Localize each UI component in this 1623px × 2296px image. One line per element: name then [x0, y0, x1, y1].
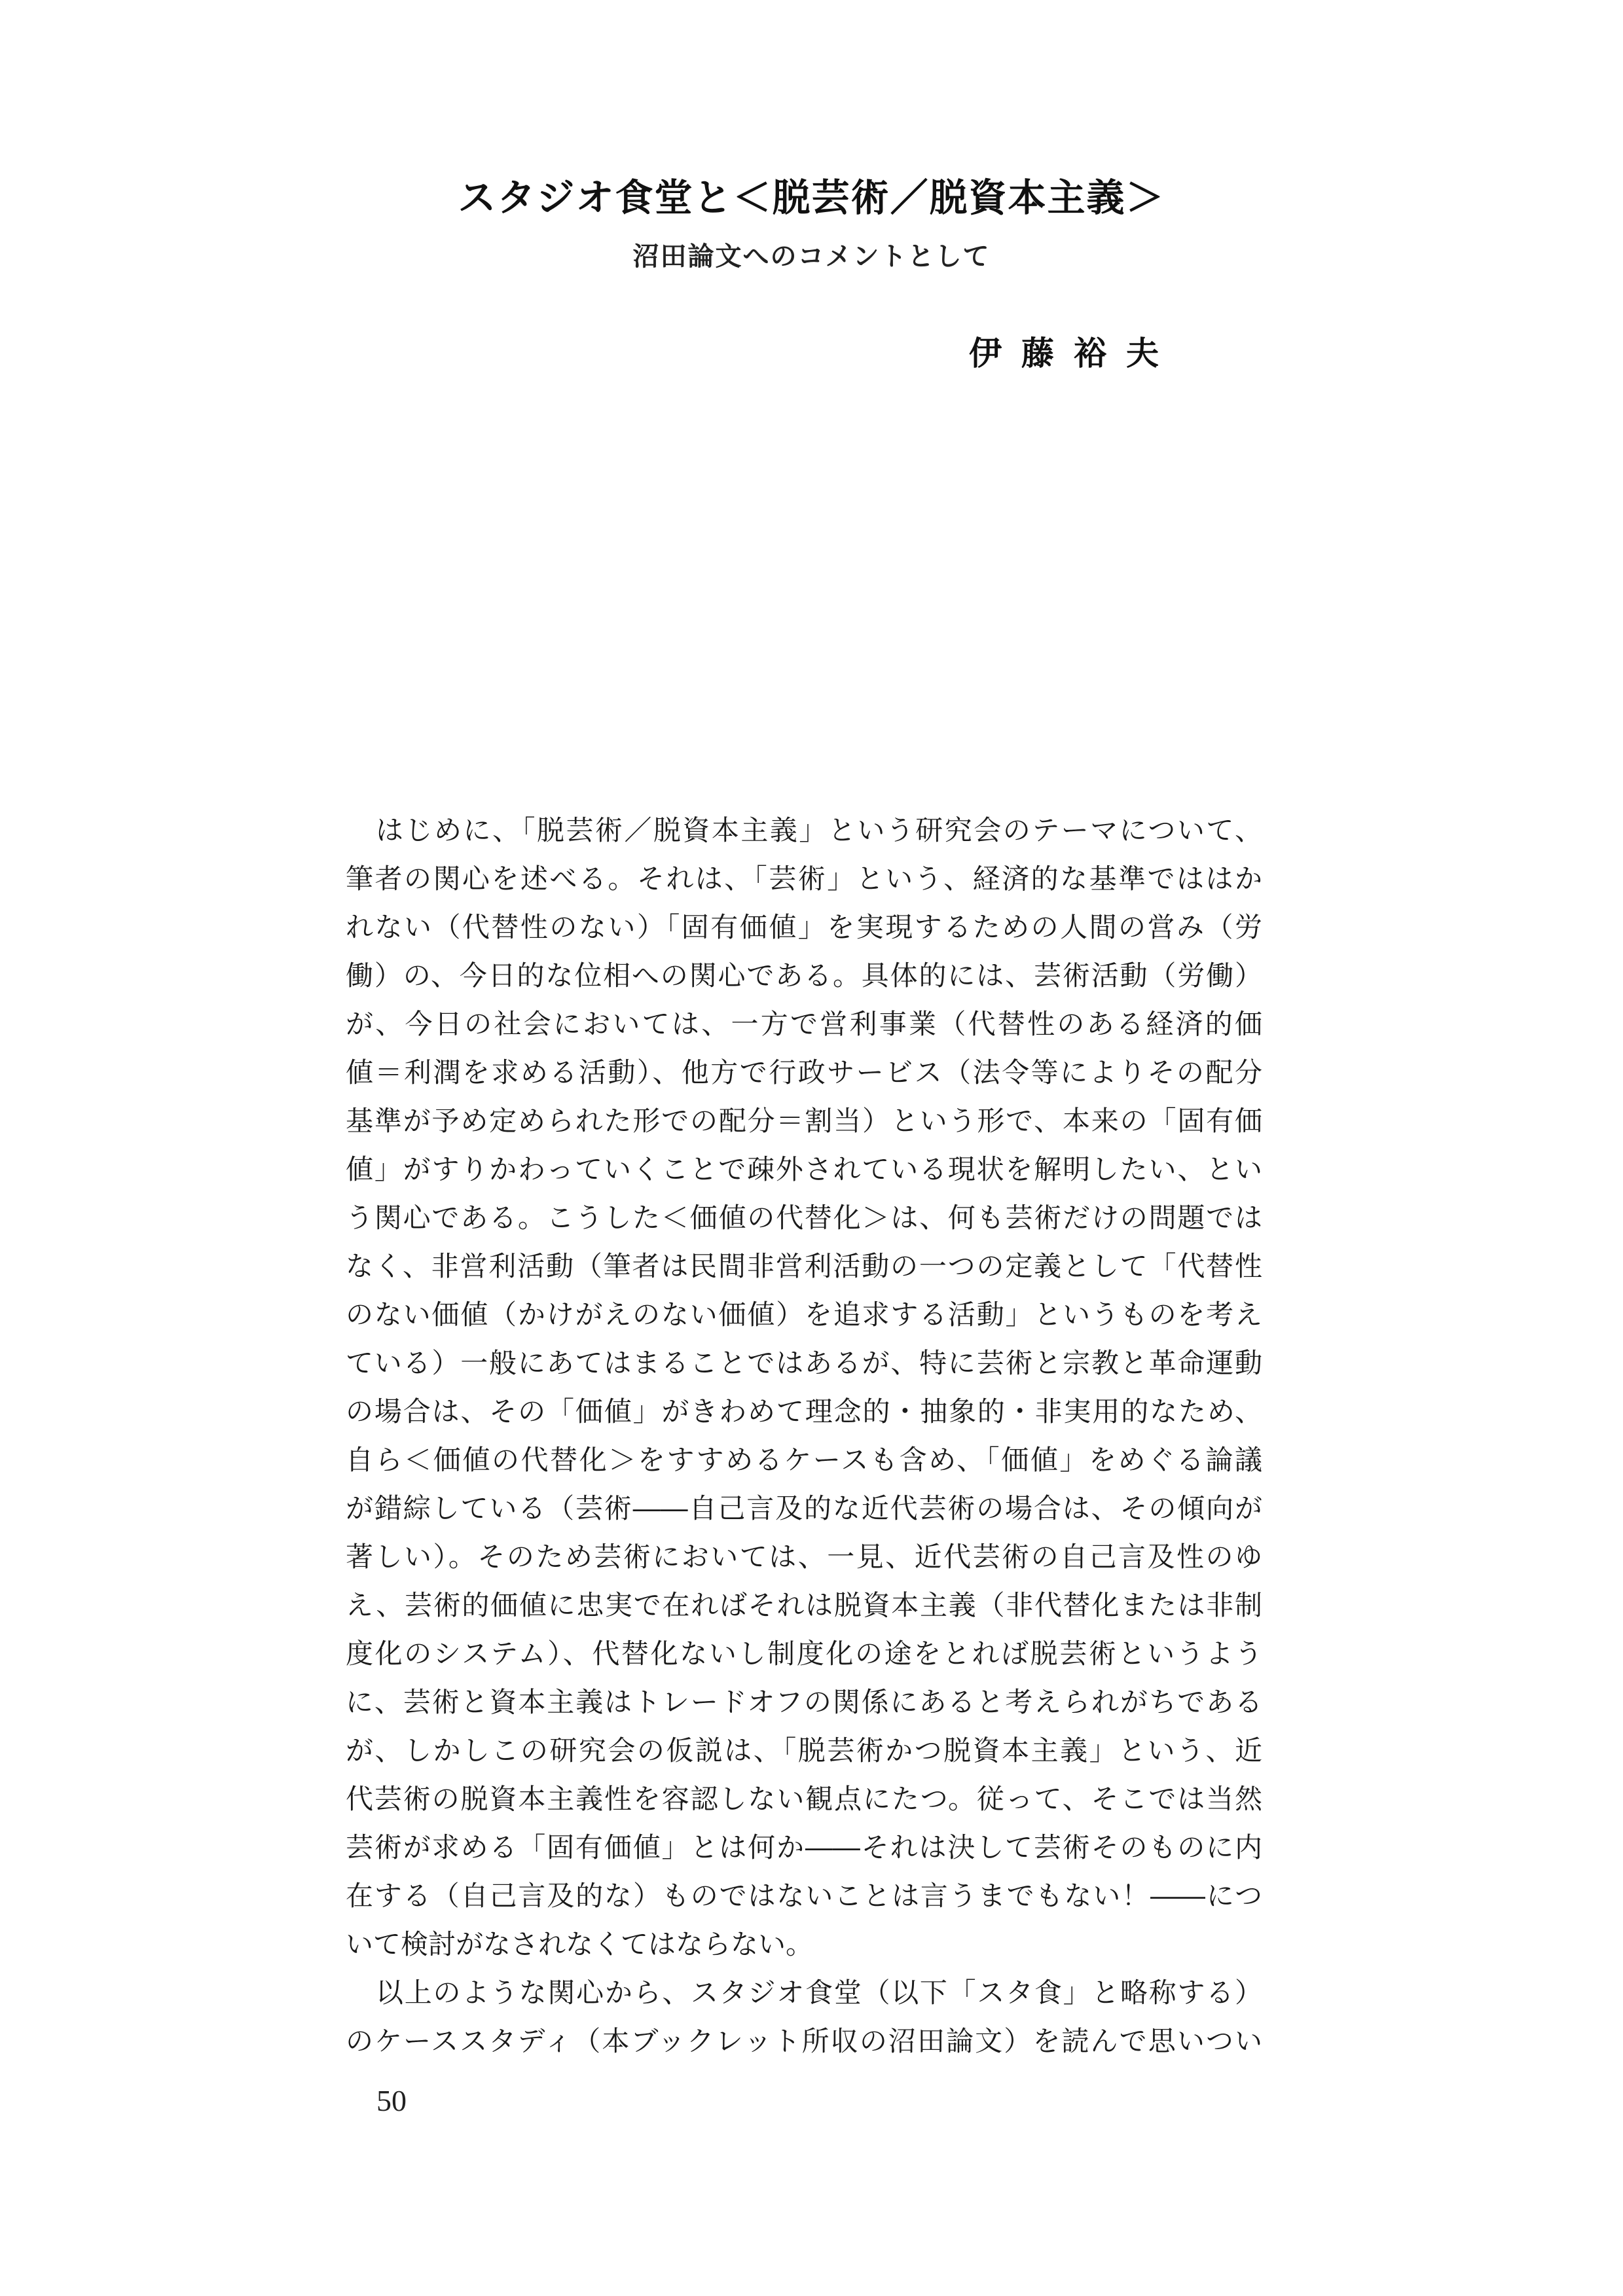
text-line: 芸術が求める「固有価値」とは何か――それは決して芸術そのものに内	[346, 1831, 1262, 1863]
text-line: のない価値（かけがえのない価値）を追求する活動」というものを考え	[346, 1299, 1262, 1331]
text-line: 働）の、今日的な位相への関心である。具体的には、芸術活動（労働）	[346, 960, 1262, 992]
text-line: の場合は、その「価値」がきわめて理念的・抽象的・非実用的なため、	[346, 1395, 1262, 1427]
text-line: ている）一般にあてはまることではあるが、特に芸術と宗教と革命運動	[346, 1347, 1262, 1379]
author-name: 伊藤裕夫	[969, 334, 1178, 372]
text-line: 著しい）。そのため芸術においては、一見、近代芸術の自己言及性のゆ	[346, 1541, 1262, 1573]
text-line: 在する（自己言及的な）ものではないことは言うまでもない！――につ	[346, 1880, 1262, 1912]
text-line: 度化のシステム）、代替化ないし制度化の途をとれば脱芸術というよう	[346, 1638, 1262, 1670]
text-line: 値」がすりかわっていくことで疎外されている現状を解明したい、とい	[346, 1153, 1262, 1185]
article-subtitle: 沼田論文へのコメントとして	[632, 242, 991, 272]
text-line: はじめに、「脱芸術／脱資本主義」という研究会のテーマについて、	[376, 814, 1262, 846]
text-line: が、今日の社会においては、一方で営利事業（代替性のある経済的価	[346, 1008, 1262, 1040]
text-line: 値＝利潤を求める活動）、他方で行政サービス（法令等によりその配分	[346, 1056, 1262, 1088]
text-line: 基準が予め定められた形での配分＝割当）という形で、本来の「固有価	[346, 1105, 1262, 1137]
text-line: が、しかしこの研究会の仮説は、「脱芸術かつ脱資本主義」という、近	[346, 1734, 1262, 1767]
body-text	[346, 806, 1262, 2066]
text-line: う関心である。こうした＜価値の代替化＞は、何も芸術だけの問題では	[346, 1202, 1262, 1234]
page-number: 50	[376, 2084, 407, 2117]
text-line: いて検討がなされなくてはならない。	[346, 1928, 814, 1960]
text-line: 自ら＜価値の代替化＞をすすめるケースも含め、「価値」をめぐる論議	[346, 1444, 1262, 1476]
text-line: え、芸術的価値に忠実で在ればそれは脱資本主義（非代替化または非制	[346, 1589, 1262, 1621]
text-line: れない（代替性のない）「固有価値」を実現するための人間の営み（労	[346, 911, 1262, 943]
text-line: なく、非営利活動（筆者は民間非営利活動の一つの定義として「代替性	[346, 1250, 1262, 1282]
text-line: 以上のような関心から、スタジオ食堂（以下「スタ食」と略称する）	[376, 1977, 1262, 2009]
text-line: のケーススタディ（本ブックレット所収の沼田論文）を読んで思いつい	[346, 2025, 1262, 2057]
text-line: が錯綜している（芸術――自己言及的な近代芸術の場合は、その傾向が	[346, 1492, 1262, 1524]
article-title: スタジオ食堂と＜脱芸術／脱資本主義＞	[458, 175, 1165, 220]
text-line: 代芸術の脱資本主義性を容認しない観点にたつ。従って、そこでは当然	[346, 1783, 1262, 1815]
text-line: に、芸術と資本主義はトレードオフの関係にあると考えられがちである	[346, 1686, 1262, 1718]
text-line: 筆者の関心を述べる。それは、「芸術」という、経済的な基準でははか	[346, 863, 1262, 895]
